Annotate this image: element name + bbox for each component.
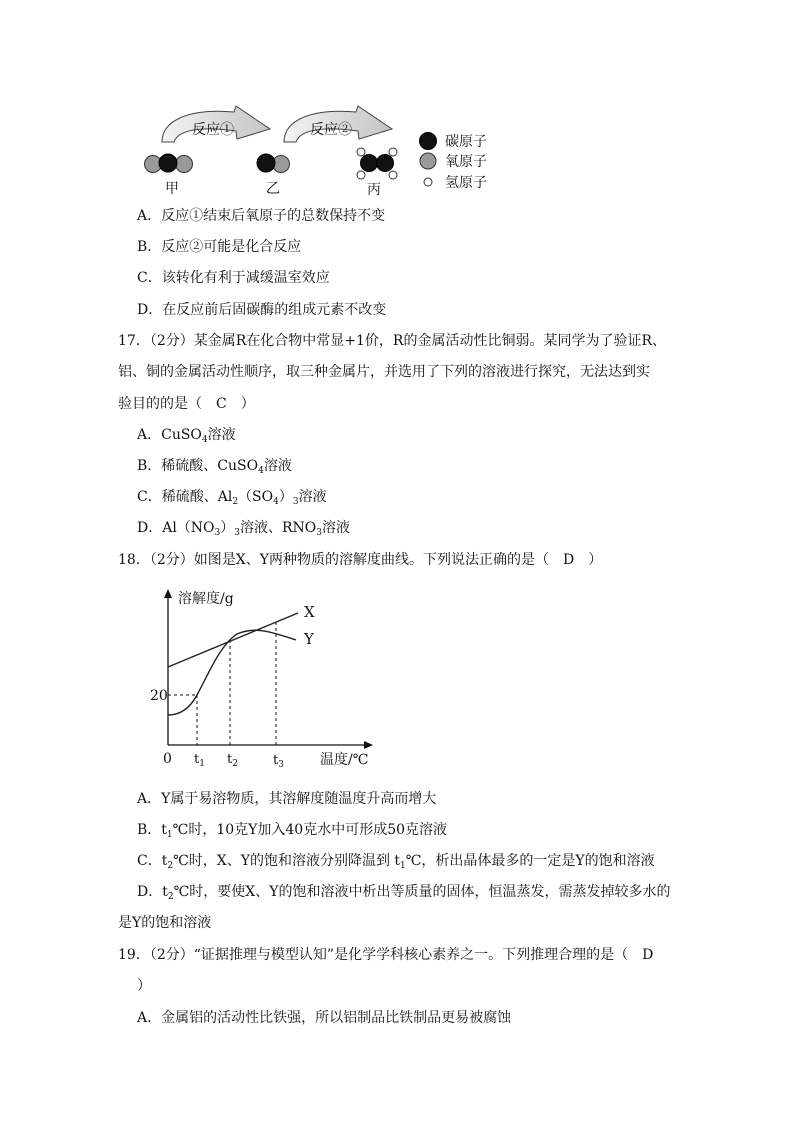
atom-legend xyxy=(420,133,488,192)
q18-option-c: C．$t_2℃$时，X、Y的饱和溶液分别降温到 $t_1℃$，析出晶体最多的一定是Y的饱和溶液 xyxy=(137,853,655,871)
y-tick-20: 20 xyxy=(150,688,168,704)
q18-option-d: D．$t_2℃$时，要使X、Y的饱和溶液中析出等质量的固体，恒温蒸发，需蒸发掉较多水的 xyxy=(137,884,671,902)
q18-option-a: A．Y属于易溶物质，其溶解度随温度升高而增大 xyxy=(137,791,437,807)
molecule-bing xyxy=(357,148,397,179)
series-y-label: Y xyxy=(304,630,314,648)
q17-number: 17． xyxy=(118,333,150,349)
q19-number: 19． xyxy=(118,947,150,963)
molecule-yi-label: 乙 xyxy=(266,181,280,197)
q18-score: （2分） xyxy=(149,552,194,568)
molecule-yi xyxy=(257,154,290,173)
q18-option-d-cont: 是Y的饱和溶液 xyxy=(118,915,212,931)
reaction-diagram xyxy=(0,0,794,205)
legend-hydrogen-label: 氢原子 xyxy=(445,175,487,191)
q16-option-c: C．该转化有利于减缓温室效应 xyxy=(137,270,330,286)
reaction2-label: 反应② xyxy=(310,122,352,138)
q18-number: 18． xyxy=(118,552,150,568)
solubility-chart xyxy=(0,585,794,785)
legend-oxygen-label: 氧原子 xyxy=(445,154,487,170)
q19-stem-close: ） xyxy=(137,978,151,994)
q17-option-b: B．稀硫酸、CuSO$_4$溶液 xyxy=(137,458,292,476)
legend-carbon-label: 碳原子 xyxy=(445,134,487,150)
x-axis-arrow xyxy=(364,741,373,749)
q17-score: （2分） xyxy=(149,333,194,349)
q17-option-d: D．$Al(NO_3)_3$溶液、$RNO_3$溶液 xyxy=(137,520,351,538)
q16-option-b: B．反应②可能是化合反应 xyxy=(137,239,302,255)
q17-answer: C xyxy=(216,396,227,412)
q17-stem-line1 xyxy=(118,331,666,351)
q17-stem-line2: 铝、铜的金属活动性顺序，取三种金属片，并选用了下列的溶液进行探究，无法达到实 xyxy=(118,364,650,380)
q16-option-d: D．在反应前后固碳酶的组成元素不改变 xyxy=(137,302,387,318)
x-tick-t1: $t_1$ xyxy=(194,752,205,769)
x-tick-t3: $t_3$ xyxy=(273,753,284,770)
origin-label: 0 xyxy=(163,751,172,767)
curve-y xyxy=(168,630,296,715)
q17-stem-text1: 某金属R在化合物中常显+1价，R的金属活动性比铜弱。某同学为了验证R、 xyxy=(193,333,667,349)
q17-option-c: C．稀硫酸、$Al_2(SO_4)_3$溶液 xyxy=(137,489,327,507)
ylabel: 溶解度/g xyxy=(178,591,234,607)
q16-option-a: A．反应①结束后氧原子的总数保持不变 xyxy=(137,208,386,224)
reaction1-label: 反应① xyxy=(192,122,234,138)
q18-option-b: B．$t_1℃$时，10克Y加入40克水中可形成50克溶液 xyxy=(137,822,448,840)
oxygen-atom-icon xyxy=(420,153,436,169)
molecule-bing-label: 丙 xyxy=(367,182,381,198)
carbon-atom-icon xyxy=(420,133,437,150)
q17-stem-line3: 验目的的是（ C ） xyxy=(118,396,255,412)
xlabel: 温度/℃ xyxy=(320,752,369,768)
series-x-label: X xyxy=(304,603,315,621)
q19-stem: 19．（2分）“证据推理与模型认知”是化学学科核心素养之一。下列推理合理的是（ D xyxy=(118,947,654,963)
q18-stem: 18．（2分）如图是X、Y两种物质的溶解度曲线。下列说法正确的是（ D ） xyxy=(118,552,603,568)
q18-answer: D xyxy=(562,552,575,568)
curve-x xyxy=(168,613,298,667)
y-axis-arrow xyxy=(164,589,172,598)
q19-score: （2分） xyxy=(149,947,194,963)
hydrogen-atom-icon xyxy=(424,178,432,186)
q17-option-a: A．CuSO$_4$溶液 xyxy=(137,427,236,445)
q19-answer: D xyxy=(642,947,654,963)
molecule-jia xyxy=(145,154,193,173)
q19-option-a: A．金属铝的活动性比铁强，所以铝制品比铁制品更易被腐蚀 xyxy=(137,1010,512,1026)
x-tick-t2: $t_2$ xyxy=(227,752,238,769)
molecule-jia-label: 甲 xyxy=(165,181,179,197)
